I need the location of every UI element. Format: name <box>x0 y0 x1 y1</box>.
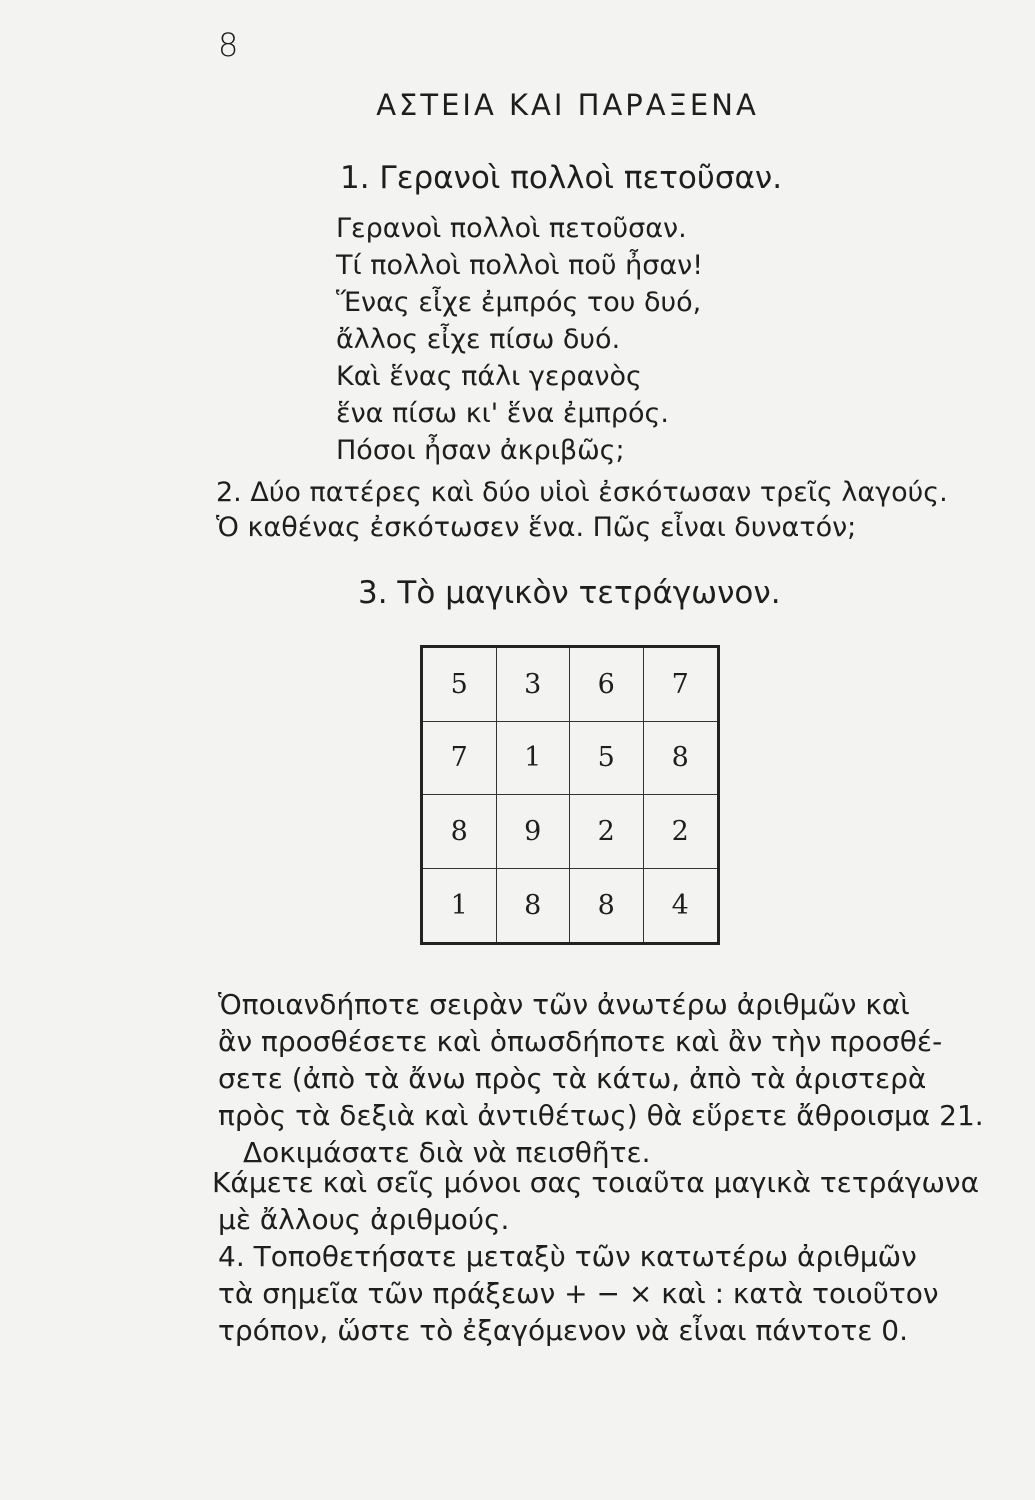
poem-line: Τί πολλοὶ πολλοὶ ποῦ ἦσαν! <box>336 250 704 281</box>
magic-square <box>420 645 720 945</box>
square-cell: 1 <box>423 869 497 943</box>
paragraph-line: σετε (ἀπὸ τὰ ἄνω πρὸς τὰ κάτω, ἀπὸ τὰ ἀριστερὰ <box>218 1062 927 1095</box>
poem-line: Ἕνας εἶχε ἐμπρός του δυό, <box>336 287 702 318</box>
paragraph-line: πρὸς τὰ δεξιὰ καὶ ἀντιθέτως) θὰ εὕρετε ἄθροισμα 21. <box>218 1099 984 1132</box>
square-cell: 1 <box>497 722 571 796</box>
square-cell: 3 <box>497 648 571 722</box>
section-4-line: 4. Τοποθετήσατε μεταξὺ τῶν κατωτέρω ἀριθμῶν <box>218 1240 917 1273</box>
square-cell: 5 <box>423 648 497 722</box>
poem-line: Καὶ ἕνας πάλι γερανὸς <box>336 361 642 392</box>
square-cell: 2 <box>644 795 718 869</box>
paragraph-line: ἂν προσθέσετε καὶ ὁπωσδήποτε καὶ ἂν τὴν προσθέ- <box>218 1025 943 1058</box>
square-cell: 8 <box>497 869 571 943</box>
section-3-title: 3. Τὸ μαγικὸν τετράγωνον. <box>358 575 781 611</box>
square-cell: 8 <box>423 795 497 869</box>
square-cell: 9 <box>497 795 571 869</box>
section-2-line: Ὁ καθένας ἐσκότωσεν ἕνα. Πῶς εἶναι δυνατόν; <box>216 512 857 543</box>
square-cell: 4 <box>671 889 689 921</box>
square-cell: 8 <box>644 722 718 796</box>
section-4-line: τὰ σημεῖα τῶν πράξεων + − × καὶ : κατὰ τοιοῦτον <box>218 1277 939 1310</box>
square-cell: 7 <box>644 648 718 722</box>
paragraph-line: Ὁποιανδήποτε σειρὰν τῶν ἀνωτέρω ἀριθμῶν καὶ <box>218 988 910 1021</box>
square-cell: 8 <box>570 869 644 943</box>
section-2-line: 2. Δύο πατέρες καὶ δύο υἱοὶ ἐσκότωσαν τρεῖς λαγούς. <box>216 477 948 508</box>
paragraph-line: μὲ ἄλλους ἀριθμούς. <box>218 1203 510 1236</box>
poem-line: ἄλλος εἶχε πίσω δυό. <box>336 324 621 355</box>
paragraph-line: Κάμετε καὶ σεῖς μόνοι σας τοιαῦτα μαγικὰ τετράγωνα <box>212 1166 980 1199</box>
square-cell: 2 <box>570 795 644 869</box>
square-cell: 5 <box>570 722 644 796</box>
page-heading: ΑΣΤΕΙΑ ΚΑΙ ΠΑΡΑΞΕΝΑ <box>376 88 759 122</box>
poem <box>336 210 703 469</box>
paragraph-line: Δοκιμάσατε διὰ νὰ πεισθῆτε. <box>243 1136 651 1169</box>
section-4-line: τρόπον, ὥστε τὸ ἐξαγόμενον νὰ εἶναι πάντοτε 0. <box>218 1314 908 1347</box>
poem-line: Γερανοὶ πολλοὶ πετοῦσαν. <box>336 213 687 244</box>
poem-line: Πόσοι ἦσαν ἀκριβῶς; <box>336 435 625 466</box>
page-number: 8 <box>218 26 239 64</box>
poem-line: ἕνα πίσω κι' ἕνα ἐμπρός. <box>336 398 669 429</box>
square-cell: 7 <box>423 722 497 796</box>
square-cell: 6 <box>570 648 644 722</box>
section-1-title: 1. Γερανοὶ πολλοὶ πετοῦσαν. <box>340 160 783 196</box>
